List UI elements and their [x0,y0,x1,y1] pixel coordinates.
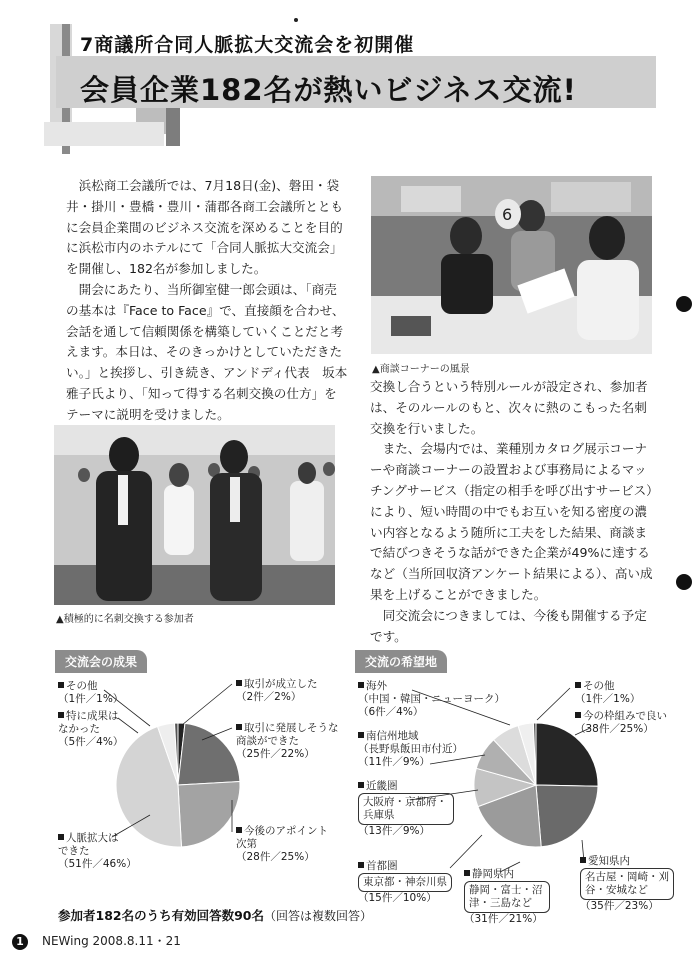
article-paragraph: 浜松商工会議所では、7月18日(金)、磐田・袋井・掛川・豊橋・豊川・蒲郡各商工会議所とともに会員企業間のビジネス交流を深めることを目的に浜松市内のホテルにて「合同人脈拡大交流会」を開催し、182名が参加しました。 [66,178,344,277]
article-headline: 会員企業182名が熱いビジネス交流! [80,73,577,107]
chart2-label-overseas: 海外 （中国・韓国・ニューヨーク） （6件／4%） [358,680,505,718]
chart1-label-negotiation: 取引に発展しそうな 商談ができた （25件／22%） [236,722,339,760]
article-paragraph: 同交流会につきましては、今後も開催する予定です。 [370,607,647,644]
page-footer [12,932,181,950]
photo-caption-top: ▲商談コーナーの風景 [372,364,470,375]
chart2-slice-1 [536,785,598,847]
chart1-title: 交流会の成果 [55,650,147,673]
chart1-label-none: 特に成果は なかった （5件／4%） [58,710,124,748]
article-kicker: 7商議所合同人脈拡大交流会を初開催 [80,34,415,56]
chart2-label-current: 今の枠組みで良い （38件／25%） [575,710,667,735]
chart2-label-metro: 首都圏 東京都・神奈川県 （15件／10%） [358,860,452,905]
page-number: 1 [12,934,28,950]
chart2-label-aichi: 愛知県内 名古屋・岡崎・刈谷・安城など （35件／23%） [580,855,674,913]
chart2-label-minamishinshu: 南信州地域 （長野県飯田市付近） （11件／9%） [358,730,463,768]
chart2-label-shizuoka: 静岡県内 静岡・富士・沼津・三島など （31件／21%） [464,868,550,926]
footer-publication: NEWing 2008.8.11・21 [42,934,181,948]
survey-summary-note: （回答は複数回答） [264,909,373,923]
chart2-label-other: その他 （1件／1%） [575,680,641,705]
chart2-title: 交流の希望地 [355,650,447,673]
chart1-label-network: 人脈拡大は できた （51件／46%） [58,832,137,870]
chart2-label-kinki: 近畿圏 大阪府・京都府・兵庫県 （13件／9%） [358,780,454,838]
article-paragraph: また、会場内では、業種別カタログ展示コーナーや商談コーナーの設置および事務局によるマッチングサービス（指定の相手を呼び出すサービス）により、短い時間の中でもお互いを知る密度の濃い内容となるよう随所に工夫をした結果、商談まで結びつきそうな話ができた企業が49%に達するなど（当所回収済アンケート結果による）、高い成果を上げることができました。 [370,441,653,602]
table-number-sign: 6 [502,205,513,224]
survey-summary-main: 参加者182名のうち有効回答数90名 [58,908,264,923]
article-paragraph: 交換し合うという特別ルールが設定され、参加者は、そのルールのもと、次々に熱のこもった名刺交換を行いました。 [370,379,648,436]
chart1-label-deal: 取引が成立した （2件／2%） [236,678,318,703]
chart1-label-other: その他 （1件／1%） [58,680,124,705]
survey-summary [58,906,372,924]
photo-caption-bottom: ▲積極的に名刺交換する参加者 [56,614,194,625]
article-paragraph: 開会にあたり、当所御室健一郎会頭は、「商売の基本は『Face to Face』で、直接顔を合わせ、会話を通して信頼関係を構築していくことだと考えます。本日は、そのきっかけとしていただきたい。」と挨拶し、引き続き、アンドディ代表 坂本雅子氏より、「知って得する名刺交換の仕方」をテーマに説明を受けました。 [66,281,348,422]
chart1-label-appointment: 今後のアポイント 次第 （28件／25%） [236,825,328,863]
